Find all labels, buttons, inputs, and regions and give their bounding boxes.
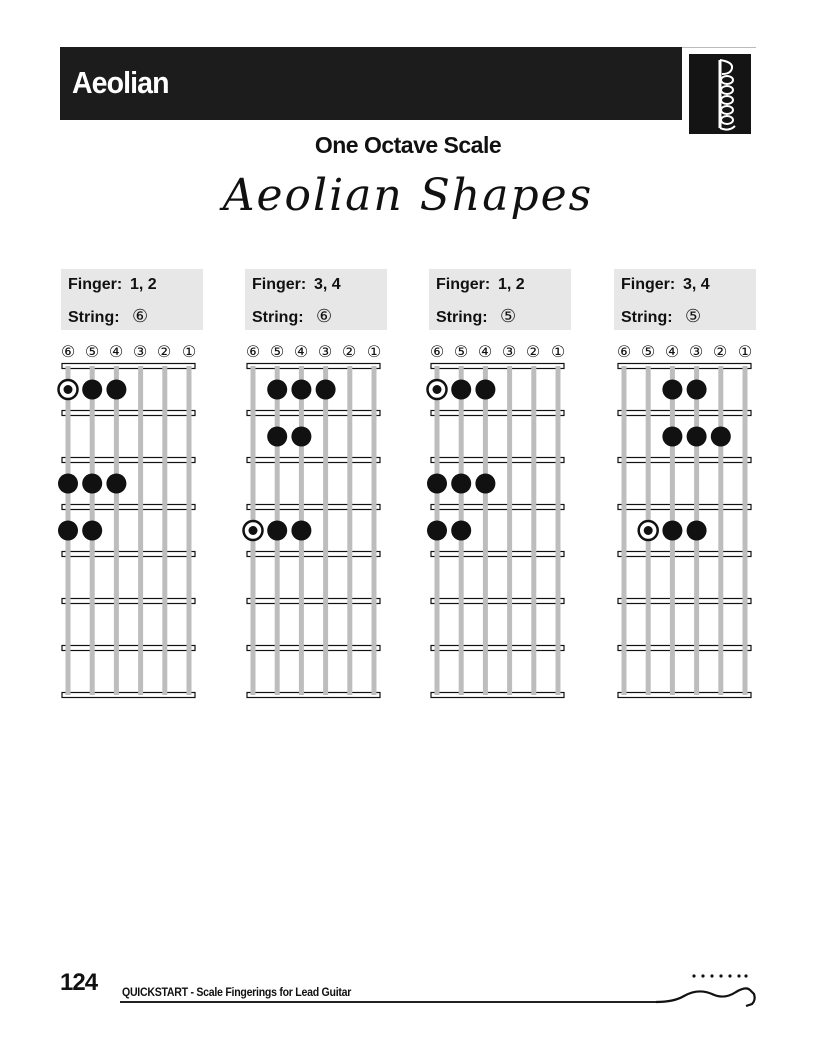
string-number: ⑥ — [429, 342, 445, 361]
guitar-string — [507, 366, 512, 695]
page-number: 124 — [60, 969, 98, 996]
book-title: QUICKSTART - Scale Fingerings for Lead Guitar — [122, 985, 352, 999]
fret-line — [247, 411, 380, 416]
note-dot — [82, 474, 102, 494]
string-number: ② — [156, 342, 172, 361]
finger-value: 3, 4 — [314, 276, 341, 293]
note-dot — [291, 427, 311, 447]
string-label: String: — [68, 309, 120, 326]
string-number: ⑥ — [60, 342, 76, 361]
guitar-string — [323, 366, 328, 695]
fret-line — [62, 458, 195, 463]
subtitle: One Octave Scale — [314, 132, 502, 158]
fret-line — [431, 693, 564, 698]
footer-rule — [120, 1001, 656, 1003]
note-dot — [106, 474, 126, 494]
fret-line — [431, 646, 564, 651]
note-dot — [267, 521, 287, 541]
fret-line — [431, 599, 564, 604]
page-title: Aeolian — [72, 65, 169, 100]
string-number: ⑥ — [245, 342, 261, 361]
fret-line — [618, 505, 751, 510]
fret-line — [62, 599, 195, 604]
fret-line — [618, 552, 751, 557]
guitar-string — [622, 366, 627, 695]
note-dot — [82, 521, 102, 541]
string-number: ① — [366, 342, 382, 361]
note-dot — [687, 521, 707, 541]
guitar-string — [483, 366, 488, 695]
note-dot — [475, 474, 495, 494]
string-number: ⑤ — [640, 342, 656, 361]
fret-line — [62, 552, 195, 557]
note-dot — [427, 521, 447, 541]
finger-value: 1, 2 — [498, 276, 525, 293]
fret-line — [247, 599, 380, 604]
guitar-string — [556, 366, 561, 695]
string-number: ① — [181, 342, 197, 361]
root-note-center — [644, 526, 653, 535]
fret-line — [247, 693, 380, 698]
fret-line — [618, 646, 751, 651]
note-dot — [687, 380, 707, 400]
guitar-string — [138, 366, 143, 695]
note-dot — [687, 427, 707, 447]
string-number: ③ — [317, 342, 333, 361]
string-number: ① — [737, 342, 753, 361]
note-dot — [662, 380, 682, 400]
string-number: ③ — [688, 342, 704, 361]
fret-line — [618, 693, 751, 698]
fret-line — [62, 505, 195, 510]
note-dot — [451, 380, 471, 400]
fret-line — [62, 364, 195, 369]
string-number: ⑤ — [453, 342, 469, 361]
fret-line — [618, 364, 751, 369]
guitar-string — [114, 366, 119, 695]
fret-line — [247, 458, 380, 463]
string-number: ⑤ — [84, 342, 100, 361]
note-dot — [711, 427, 731, 447]
string-number: ③ — [132, 342, 148, 361]
fret-line — [247, 646, 380, 651]
root-note-center — [64, 385, 73, 394]
string-number: ② — [712, 342, 728, 361]
note-dot — [451, 521, 471, 541]
string-number: ② — [525, 342, 541, 361]
string-value: ⑥ — [132, 306, 149, 327]
fret-line — [431, 505, 564, 510]
fret-line — [431, 364, 564, 369]
string-number: ④ — [108, 342, 124, 361]
fret-line — [618, 411, 751, 416]
fret-line — [62, 411, 195, 416]
note-dot — [106, 380, 126, 400]
finger-label: Finger: — [252, 276, 307, 293]
guitar-string — [531, 366, 536, 695]
guitar-string — [743, 366, 748, 695]
string-number: ⑥ — [616, 342, 632, 361]
fret-line — [618, 458, 751, 463]
fret-line — [431, 411, 564, 416]
string-number: ④ — [664, 342, 680, 361]
guitar-string — [347, 366, 352, 695]
note-dot — [291, 521, 311, 541]
note-dot — [58, 521, 78, 541]
string-label: String: — [621, 309, 673, 326]
note-dot — [451, 474, 471, 494]
string-label: String: — [252, 309, 304, 326]
root-note-center — [249, 526, 258, 535]
guitar-string — [162, 366, 167, 695]
string-value: ⑥ — [316, 306, 333, 327]
note-dot — [267, 380, 287, 400]
note-dot — [662, 521, 682, 541]
root-note-center — [433, 385, 442, 394]
fret-line — [62, 646, 195, 651]
string-number: ⑤ — [269, 342, 285, 361]
fret-line — [247, 505, 380, 510]
string-number: ④ — [477, 342, 493, 361]
script-title: Aeolian Shapes — [222, 170, 594, 221]
note-dot — [316, 380, 336, 400]
string-value: ⑤ — [500, 306, 517, 327]
finger-value: 1, 2 — [130, 276, 157, 293]
guitar-string — [718, 366, 723, 695]
note-dot — [427, 474, 447, 494]
string-number: ④ — [293, 342, 309, 361]
note-dot — [475, 380, 495, 400]
string-label: String: — [436, 309, 488, 326]
string-value: ⑤ — [685, 306, 702, 327]
fret-line — [431, 552, 564, 557]
guitar-string — [372, 366, 377, 695]
note-dot — [267, 427, 287, 447]
note-dot — [291, 380, 311, 400]
note-dot — [662, 427, 682, 447]
note-dot — [58, 474, 78, 494]
finger-label: Finger: — [621, 276, 676, 293]
finger-label: Finger: — [436, 276, 491, 293]
fret-line — [618, 599, 751, 604]
guitar-headstock-icon — [650, 966, 760, 1010]
note-dot — [82, 380, 102, 400]
fret-line — [247, 552, 380, 557]
string-number: ① — [550, 342, 566, 361]
finger-value: 3, 4 — [683, 276, 710, 293]
finger-label: Finger: — [68, 276, 123, 293]
string-number: ② — [341, 342, 357, 361]
fret-line — [431, 458, 564, 463]
fret-line — [62, 693, 195, 698]
string-number: ③ — [501, 342, 517, 361]
fret-line — [247, 364, 380, 369]
guitar-string — [187, 366, 192, 695]
